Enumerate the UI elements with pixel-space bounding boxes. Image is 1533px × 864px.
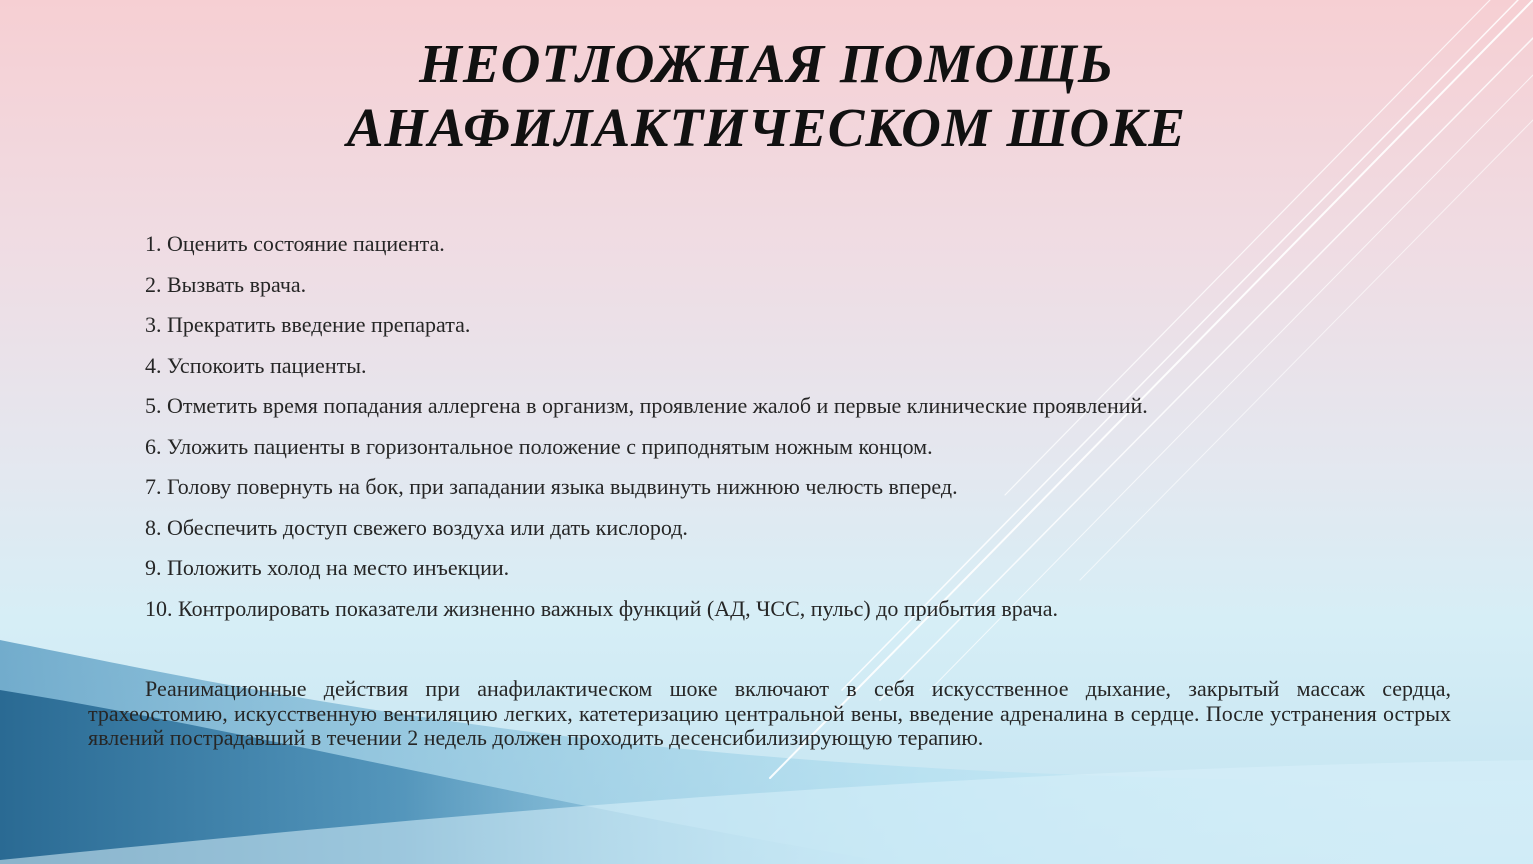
list-item: 1. Оценить состояние пациента. <box>145 231 445 256</box>
list-item: 2. Вызвать врача. <box>145 271 307 297</box>
list-item: 3. Прекратить введение препарата. <box>145 312 471 337</box>
title-line-1: НЕОТЛОЖНАЯ ПОМОЩЬ <box>419 33 1114 94</box>
list-item: 4. Успокоить пациенты. <box>145 352 367 378</box>
list-item: 10. Контролировать показатели жизненно важных функций (АД, ЧСС, пульс) до прибытия врача. <box>145 595 1058 621</box>
slide-title <box>0 32 1533 160</box>
steps-list <box>145 224 1445 629</box>
list-item: 5. Отметить время попадания аллергена в организм, проявление жалоб и первые клинические проявлений. <box>145 393 1148 418</box>
list-item: 9. Положить холод на место инъекции. <box>145 555 510 580</box>
resuscitation-paragraph: Реанимационные действия при анафилактическом шоке включают в себя искусственное дыхание, закрытый массаж сердца, трахеостомию, искусственную вентиляцию легких, катетеризацию центральной вены, введение адреналина в сердце. После устранения острых явлений пострадавший в течении 2 недель должен проходить десенсибилизирующую терапию. <box>88 676 1451 750</box>
title-line-2: АНАФИЛАКТИЧЕСКОМ ШОКЕ <box>346 97 1187 158</box>
list-item: 6. Уложить пациенты в горизонтальное положение с приподнятым ножным концом. <box>145 433 933 459</box>
list-item: 7. Голову повернуть на бок, при западании языка выдвинуть нижнюю челюсть вперед. <box>145 474 958 499</box>
list-item: 8. Обеспечить доступ свежего воздуха или дать кислород. <box>145 514 688 540</box>
